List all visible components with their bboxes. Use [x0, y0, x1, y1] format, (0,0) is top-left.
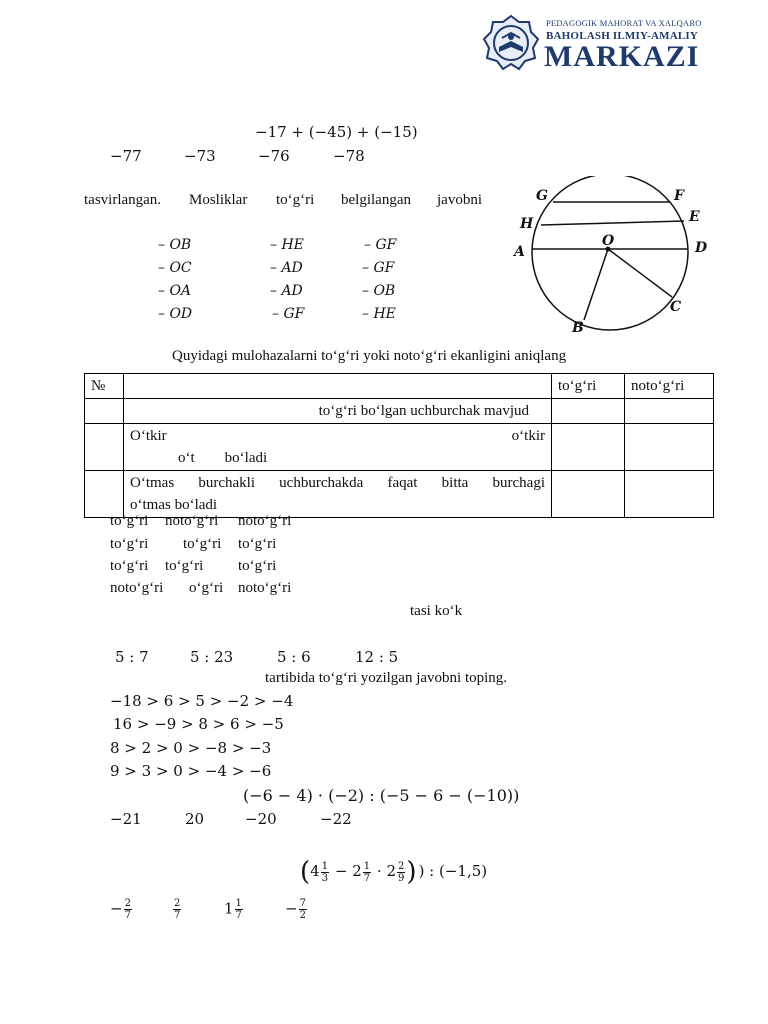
fraction-b: $\frac{1}{7}$: [363, 860, 371, 884]
label-c: C: [670, 299, 682, 315]
q2-opt-c3: – OB: [362, 283, 396, 299]
q3-option-c3: to‘g‘ri: [238, 558, 277, 574]
label-o: O: [602, 233, 615, 249]
q2-opt-a2: – HE: [270, 237, 304, 253]
chord-he: [541, 221, 684, 225]
q2-opt-d2: – GF: [272, 306, 305, 322]
q4-option-d: 12 : 5: [355, 648, 399, 666]
q2-opt-c1: – OA: [158, 283, 192, 299]
q3-title: Quyidagi mulohazalarni to‘g‘ri yoki noto‘g‘ri ekanligini aniqlang: [172, 348, 567, 364]
q5-option-c: 8 > 2 > 0 > −8 > −3: [110, 739, 272, 757]
q7-option-a: − $\frac{2}{7}$: [110, 898, 131, 921]
statement-1: to‘g‘ri bo‘lgan uchburchak mavjud: [124, 399, 552, 424]
q3-option-b1: to‘g‘ri: [110, 536, 149, 552]
q2-word-4: belgilangan: [341, 192, 411, 208]
logo-text-line2: BAHOLASH ILMIY-AMALIY: [546, 30, 699, 42]
q2-word-5: javobni: [437, 192, 482, 208]
q7-option-b: $\frac{2}{7}$: [174, 898, 181, 921]
fraction-a: $\frac{1}{3}$: [321, 860, 329, 884]
q3-option-c2: to‘g‘ri: [165, 558, 204, 574]
q4-option-b: 5 : 23: [190, 648, 234, 666]
label-d: D: [695, 240, 708, 256]
q3-option-d1: noto‘g‘ri: [110, 580, 164, 596]
q3-option-d2: o‘g‘ri: [189, 580, 224, 596]
q7-option-d: − $\frac{7}{2}$: [285, 898, 306, 921]
header-false: noto‘g‘ri: [625, 374, 714, 399]
q1-option-a: −77: [110, 147, 142, 165]
q3-option-b3: to‘g‘ri: [238, 536, 277, 552]
q2-opt-a3: – GF: [364, 237, 397, 253]
q5-option-b: 16 > −9 > 8 > 6 > −5: [113, 715, 284, 733]
q7-option-c: 1 $\frac{1}{7}$: [224, 898, 242, 921]
answer-cell-false-1[interactable]: [625, 399, 714, 424]
claims-table: [84, 373, 714, 518]
answer-cell-true-1[interactable]: [552, 399, 625, 424]
q3-option-a1: to‘g‘ri: [110, 513, 149, 529]
q5-option-a: −18 > 6 > 5 > −2 > −4: [110, 692, 294, 710]
q2-word-3: to‘g‘ri: [276, 192, 315, 208]
q6-option-b: 20: [185, 810, 205, 828]
q5-text: tartibida to‘g‘ri yozilgan javobni toping.: [265, 670, 508, 686]
q2-opt-b1: – OC: [158, 260, 192, 276]
fraction-c: $\frac{2}{9}$: [398, 860, 405, 884]
table-row: [85, 424, 714, 471]
q6-option-c: −20: [245, 810, 277, 828]
answer-cell-true-3[interactable]: [552, 471, 625, 518]
table-row: [85, 471, 714, 518]
q2-opt-a1: – OB: [158, 237, 192, 253]
answer-cell-false-3[interactable]: [625, 471, 714, 518]
q6-option-a: −21: [110, 810, 142, 828]
q1-expression: −17 + (−45) + (−15): [255, 123, 418, 141]
circle-figure: [508, 176, 718, 336]
q2-opt-c2: – AD: [270, 283, 303, 299]
statement-2: O‘tkir o‘tkir o‘t bo‘ladi: [124, 424, 552, 471]
q2-word-1: tasvirlangan.: [84, 192, 162, 208]
header-number: №: [85, 374, 124, 399]
q2-opt-b3: – GF: [362, 260, 395, 276]
logo-text-line3: MARKAZI: [544, 40, 700, 73]
q2-opt-d1: – OD: [158, 306, 193, 322]
table-header-row: [85, 374, 714, 399]
radius-ob: [584, 249, 608, 320]
q4-option-a: 5 : 7: [115, 648, 149, 666]
answer-cell-true-2[interactable]: [552, 424, 625, 471]
radius-oc: [608, 249, 672, 297]
q3-option-a3: noto‘g‘ri: [238, 513, 292, 529]
q3-option-b2: to‘g‘ri: [183, 536, 222, 552]
q3-option-a2: noto‘g‘ri: [165, 513, 219, 529]
answer-cell-false-2[interactable]: [625, 424, 714, 471]
q6-option-d: −22: [320, 810, 352, 828]
q3-option-d3: noto‘g‘ri: [238, 580, 292, 596]
header-true: to‘g‘ri: [552, 374, 625, 399]
label-h: H: [520, 216, 534, 232]
statement-3: O‘tmas burchakli uchburchakda faqat bitta burchagi o‘tmas bo‘ladi: [124, 471, 552, 518]
header-statement: [124, 374, 552, 399]
q1-option-b: −73: [184, 147, 216, 165]
label-a: A: [514, 244, 525, 260]
label-f: F: [674, 188, 684, 204]
logo-text-line1: PEDAGOGIK MAHORAT VA XALQARO: [546, 18, 702, 28]
q3-option-c1: to‘g‘ri: [110, 558, 149, 574]
label-b: B: [572, 320, 584, 336]
q6-expression: (−6 − 4) · (−2) : (−5 − 6 − (−10)): [243, 786, 520, 805]
label-g: G: [536, 188, 548, 204]
q2-word-2: Mosliklar: [189, 192, 248, 208]
circle-outline: [532, 176, 688, 330]
table-row: [85, 399, 714, 424]
q2-opt-b2: – AD: [270, 260, 303, 276]
logo-emblem-icon: [482, 14, 540, 72]
q4-option-c: 5 : 6: [277, 648, 311, 666]
q1-option-d: −78: [333, 147, 365, 165]
q4-text: tasi ko‘k: [410, 603, 463, 619]
q7-expression: (4 $\frac{1}{3}$ − 2 $\frac{1}{7}$ · 2 $\frac{2}{9}$ ) ) : (−1,5): [300, 857, 488, 887]
q2-opt-d3: – HE: [362, 306, 396, 322]
q5-option-d: 9 > 3 > 0 > −4 > −6: [110, 762, 272, 780]
q1-option-c: −76: [258, 147, 290, 165]
label-e: E: [689, 209, 700, 225]
